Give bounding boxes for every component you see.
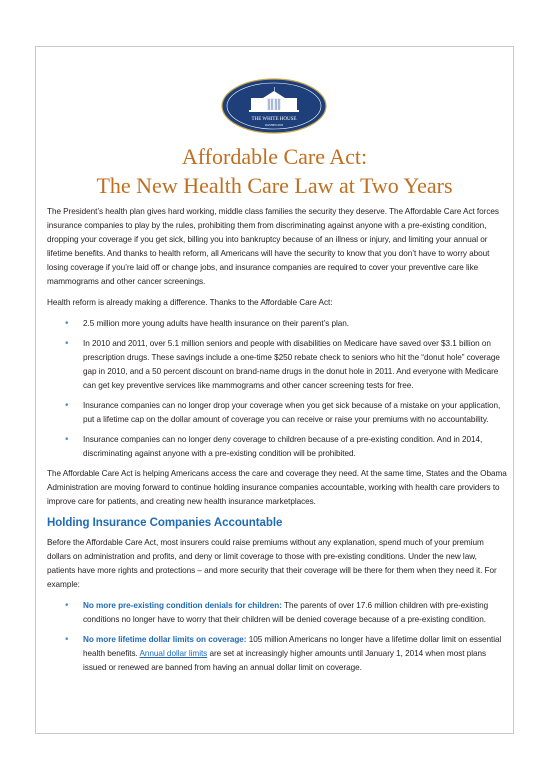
list-item <box>83 599 507 627</box>
list-item: • Insurance companies can no longer deny coverage to children because of a pre-existing condition. And in 2014, discriminating against anyone with a pre-existing condition will be prohibited. <box>83 433 507 461</box>
document-body <box>47 205 507 681</box>
list-item <box>83 633 507 675</box>
list-item: • In 2010 and 2011, over 5.1 million seniors and people with disabilities on Medicare have saved over $3.1 billion on prescription drugs. These savings include a one-time $250 rebate check to seniors who hit the “donut hole” coverage gap in 2010, and a 50 percent discount on brand-name drugs in the donut hole in 2011. And everyone with Medicare can get key preventive services like mammograms and other cancer screening tests for free. <box>83 337 507 393</box>
section-heading: Holding Insurance Companies Accountable <box>47 517 283 529</box>
list-item: • Insurance companies can no longer drop your coverage when you get sick because of a mistake on your application, put a lifetime cap on the dollar amount of coverage you can receive or raise your premiums with no accountability. <box>83 399 507 427</box>
list-item-text-continued: are set at increasingly higher amounts until January 1, 2014 when most plans issued or renewed are banned from having an annual dollar limit on coverage. <box>83 649 487 672</box>
white-house-seal-graphic <box>221 78 327 134</box>
list-item: • 2.5 million more young adults have health insurance on their parent’s plan. <box>83 317 507 331</box>
list-item-text: 105 million Americans no longer have a lifetime dollar limit on essential health benefits. <box>83 635 502 658</box>
seal-title: THE WHITE HOUSE <box>251 117 297 122</box>
section-intro: Before the Affordable Care Act, most insurers could raise premiums without any explanation, spend much of your premium dollars on administration and profits, and deny or limit coverage to those with pre-existing conditions. Under the new law, patients have more rights and protections – and more security that their coverage will be there for them when they need it. For example: <box>47 538 497 589</box>
seal-subtitle: WASHINGTON <box>264 124 284 127</box>
annual-dollar-limits-link[interactable]: Annual dollar limits <box>139 649 208 658</box>
white-house-seal <box>221 78 327 134</box>
intro-paragraph: The President’s health plan gives hard working, middle class families the security they deserve. The Affordable Care Act forces insurance companies to play by the rules, prohibiting them from discriminating against anyone with a pre-existing condition, dropping your coverage if you get sick, billing you into bankruptcy because of an illness or injury, and limiting your annual or lifetime benefits. And thanks to health reform, all Americans will have the security to know that you don’t have to worry about losing coverage if you’re laid off or change jobs, and insurance companies are required to cover your preventive care like mammograms and other cancer screenings. <box>47 207 499 286</box>
closing-paragraph: The Affordable Care Act is helping Americans access the care and coverage they need. At the same time, States and the Obama Administration are moving forward to continue holding insurance companies accountable, working with health care providers to improve care for patients, and creating new health insurance marketplaces. <box>47 469 507 506</box>
difference-intro: Health reform is already making a difference. Thanks to the Affordable Care Act: <box>47 298 333 307</box>
achievements-list <box>47 317 507 461</box>
list-item-text: The parents of over 17.6 million children with pre-existing conditions no longer have to worry that their children will be denied coverage because of a pre-existing condition. <box>83 601 489 624</box>
list-item-lead: No more pre-existing condition denials for children: <box>83 601 282 610</box>
list-item-lead: No more lifetime dollar limits on coverage: <box>83 635 247 644</box>
page-title <box>35 142 514 200</box>
protections-list <box>47 599 507 675</box>
page-title-line-1: Affordable Care Act: <box>181 144 368 169</box>
page-title-line-2: The New Health Care Law at Two Years <box>96 173 453 198</box>
